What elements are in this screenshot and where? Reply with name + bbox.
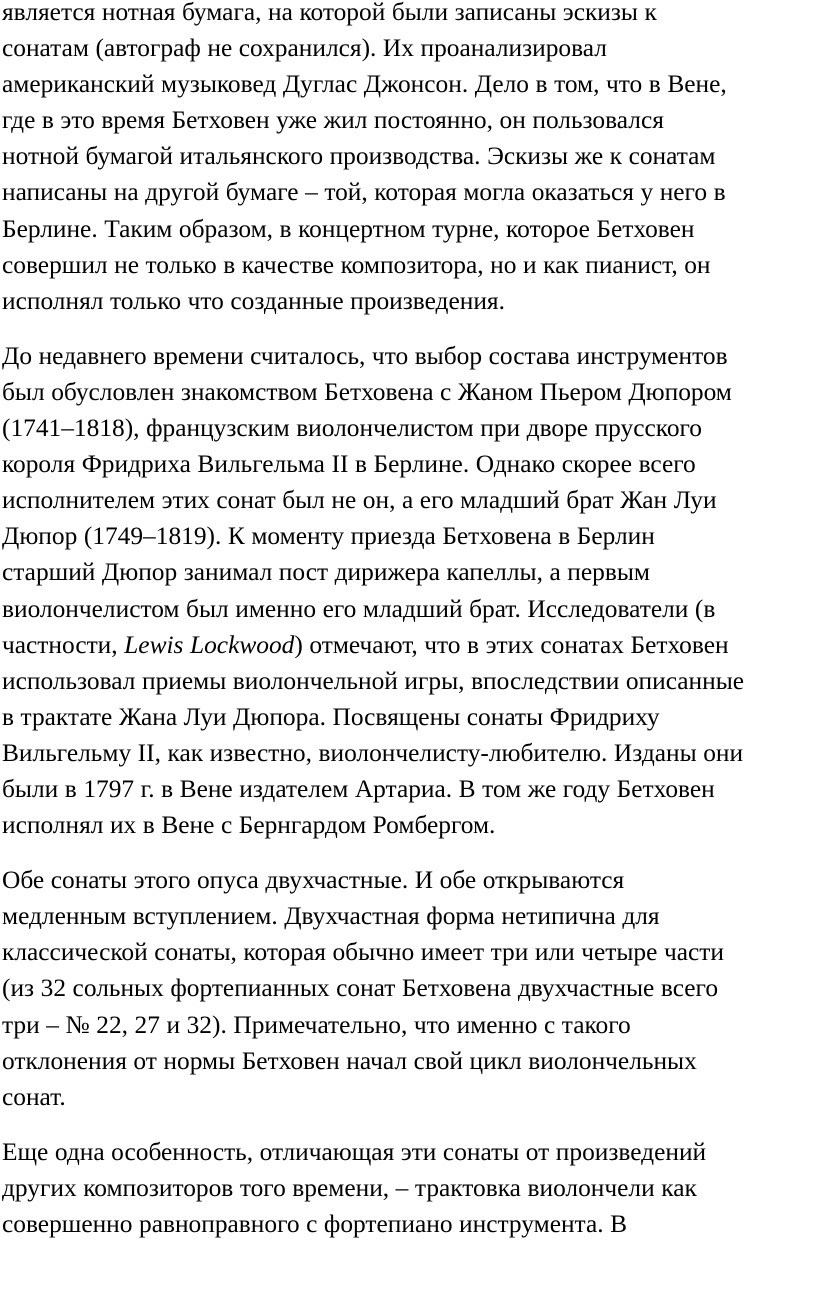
- text-line: короля Фридриха Вильгельма II в Берлине. Однако скорее всего: [2, 450, 696, 479]
- text-line: Еще одна особенность, отличающая эти сонаты от произведений: [2, 1137, 707, 1166]
- text-line: сонат.: [2, 1082, 66, 1111]
- text-line: сонатам (автограф не сохранился). Их проанализировал: [2, 34, 607, 63]
- paragraph-paper-sketches: [2, 0, 816, 319]
- text-line: исполнителем этих сонат был не он, а его младший брат Жан Луи: [2, 486, 717, 515]
- text-line: (1741–1818), французским виолончелистом при дворе прусского: [2, 414, 702, 443]
- text-line: отклонения от нормы Бетховен начал свой цикл виолончельных: [2, 1046, 697, 1075]
- text-line-with-citation: [2, 627, 816, 663]
- text-line: Вильгельму II, как известно, виолончелисту-любителю. Изданы они: [2, 738, 744, 767]
- text-line: Дюпор (1749–1819). К моменту приезда Бетховена в Берлин: [2, 522, 655, 551]
- text-segment: частности,: [2, 630, 125, 659]
- text-line: других композиторов того времени, – трактовка виолончели как: [2, 1173, 697, 1202]
- paragraph-cello-equality: [2, 1134, 816, 1242]
- paragraph-two-movement-form: [2, 862, 816, 1115]
- text-line: написаны на другой бумаге – той, которая могла оказаться у него в: [2, 178, 726, 207]
- text-line: использовал приемы виолончельной игры, впоследствии описанные: [2, 666, 745, 695]
- italic-author-name: Lewis Lockwood: [124, 630, 295, 659]
- text-line: Берлине. Таким образом, в концертном турне, которое Бетховен: [2, 214, 695, 243]
- text-line: (из 32 сольных фортепианных сонат Бетховена двухчастные всего: [2, 974, 719, 1003]
- text-line: совершил не только в качестве композитора, но и как пианист, он: [2, 250, 711, 279]
- paragraph-duport-brothers: [2, 338, 816, 843]
- text-line: классической сонаты, которая обычно имеет три или четыре части: [2, 938, 724, 967]
- text-line: старший Дюпор занимал пост дирижера капеллы, а первым: [2, 558, 650, 587]
- text-line: три – № 22, 27 и 32). Примечательно, что именно с такого: [2, 1010, 631, 1039]
- text-line: нотной бумагой итальянского производства. Эскизы же к сонатам: [2, 142, 716, 171]
- text-line: где в это время Бетховен уже жил постоянно, он пользовался: [2, 106, 664, 135]
- text-line: является нотная бумага, на которой были записаны эскизы к: [2, 0, 657, 26]
- text-line: совершенно равноправного с фортепиано инструмента. В: [2, 1210, 628, 1238]
- text-segment: ) отмечают, что в этих сонатах Бетховен: [294, 630, 729, 659]
- text-line: был обусловлен знакомством Бетховена с Жаном Пьером Дюпором: [2, 377, 732, 406]
- text-line: в трактате Жана Луи Дюпора. Посвящены сонаты Фридриху: [2, 702, 660, 731]
- text-line: Обе сонаты этого опуса двухчастные. И обе открываются: [2, 866, 625, 895]
- text-line: медленным вступлением. Двухчастная форма нетипична для: [2, 902, 660, 931]
- text-line: исполнял их в Вене с Бернгардом Ромбергом.: [2, 811, 496, 840]
- text-line: виолончелистом был именно его младший брат. Исследователи (в: [2, 594, 716, 623]
- text-line: исполнял только что созданные произведения.: [2, 286, 505, 315]
- text-line: До недавнего времени считалось, что выбор состава инструментов: [2, 341, 728, 370]
- text-line: американский музыковед Дуглас Джонсон. Дело в том, что в Вене,: [2, 70, 727, 99]
- text-line: были в 1797 г. в Вене издателем Артариа. В том же году Бетховен: [2, 774, 715, 803]
